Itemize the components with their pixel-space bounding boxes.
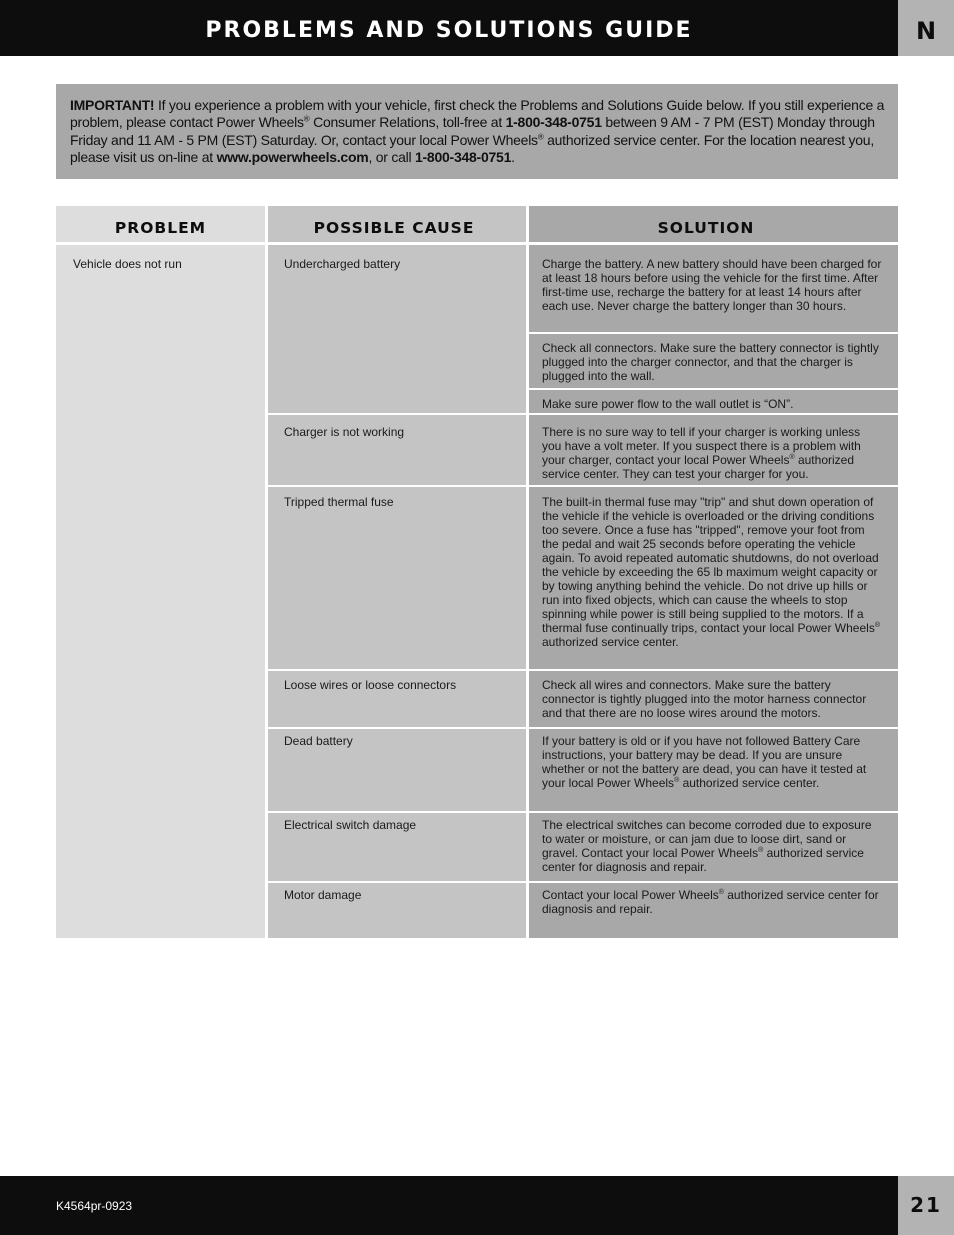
solution-text: Contact your local Power Wheels bbox=[542, 888, 719, 902]
solution-text: There is no sure way to tell if your charger is working unless you have a volt meter. If you suspect there is a problem with your charger, contact your local Power Wheels bbox=[542, 425, 861, 467]
solution-charge-battery: Charge the battery. A new battery should have been charged for at least 18 hours before using the vehicle for the first time. After first-time use, recharge the battery for at least 14 hours after each use. Never charge the battery longer than 30 hours. bbox=[542, 257, 882, 313]
footer-bar bbox=[0, 1176, 898, 1235]
notice-text-5: , or call bbox=[368, 148, 415, 165]
solution-switch-damage bbox=[542, 818, 882, 874]
solution-motor-damage bbox=[542, 888, 882, 916]
row-divider bbox=[268, 881, 898, 883]
language-tab: N bbox=[898, 0, 954, 56]
problem-text: Vehicle does not run bbox=[73, 257, 182, 271]
registered-mark: ® bbox=[674, 777, 680, 784]
important-notice bbox=[56, 84, 898, 179]
column-divider bbox=[265, 206, 268, 938]
solution-thermal-fuse bbox=[542, 495, 882, 649]
row-divider bbox=[268, 811, 898, 813]
header-problem: PROBLEM bbox=[114, 219, 207, 237]
header-possible-cause: POSSIBLE CAUSE bbox=[313, 219, 475, 237]
solution-text: The electrical switches can become corroded due to exposure to water or moisture, or can jam due to loose dirt, sand or gravel. Contact your local Power Wheels bbox=[542, 818, 872, 860]
solution-wall-outlet: Make sure power flow to the wall outlet is “ON”. bbox=[542, 397, 794, 411]
cause-undercharged-battery: Undercharged battery bbox=[284, 257, 401, 271]
cause-tripped-thermal-fuse: Tripped thermal fuse bbox=[284, 495, 394, 509]
registered-mark: ® bbox=[874, 622, 880, 629]
notice-text-4: authorized service center. For the location nearest you, please visit us on-line at bbox=[70, 131, 874, 165]
important-label: IMPORTANT! bbox=[70, 97, 155, 113]
row-divider bbox=[529, 332, 898, 334]
website-link: www.powerwheels.com bbox=[216, 148, 369, 165]
registered-mark: ® bbox=[789, 454, 795, 461]
cause-charger-not-working: Charger is not working bbox=[284, 425, 405, 439]
solution-check-wires: Check all wires and connectors. Make sure the battery connector is tightly plugged into the motor harness connector and that there are no loose wires around the motors. bbox=[542, 678, 867, 720]
row-divider bbox=[268, 669, 898, 671]
problem-column bbox=[56, 206, 265, 938]
cause-loose-wires: Loose wires or loose connectors bbox=[284, 678, 457, 692]
row-divider bbox=[268, 485, 898, 487]
row-divider bbox=[529, 388, 898, 390]
solution-charger-test bbox=[542, 425, 882, 481]
solution-text: If your battery is old or if you have not followed Battery Care instructions, your battery may be dead. If you are unsure whether or not the battery are dead, you can have it tested at your local Power Wheels bbox=[542, 734, 867, 790]
page-number: 21 bbox=[898, 1176, 954, 1235]
cause-motor-damage: Motor damage bbox=[284, 888, 362, 902]
header-divider bbox=[56, 242, 898, 245]
notice-text-6: . bbox=[511, 148, 515, 165]
notice-text-3: between 9 AM - 7 PM (EST) Monday through Friday and 11 AM - 5 PM (EST) Saturday. Or, contact your local Power Wheels bbox=[70, 114, 875, 148]
solution-text: authorized service center. They can test your charger for you. bbox=[542, 453, 854, 481]
cause-electrical-switch-damage: Electrical switch damage bbox=[284, 818, 417, 832]
document-code: K4564pr-0923 bbox=[56, 1199, 133, 1213]
solution-text: authorized service center. bbox=[542, 635, 679, 649]
registered-mark: ® bbox=[718, 889, 724, 896]
solution-text: authorized service center. bbox=[679, 776, 820, 790]
notice-text-2: Consumer Relations, toll-free at bbox=[309, 114, 506, 131]
row-divider bbox=[268, 727, 898, 729]
column-divider bbox=[526, 206, 529, 938]
solution-dead-battery bbox=[542, 734, 872, 790]
row-divider bbox=[268, 413, 898, 415]
solution-text: authorized service center for diagnosis and repair. bbox=[542, 846, 864, 874]
page-title: PROBLEMS AND SOLUTIONS GUIDE bbox=[205, 18, 693, 43]
registered-mark: ® bbox=[537, 131, 544, 141]
header-solution: SOLUTION bbox=[657, 219, 755, 237]
solution-text: authorized service center for diagnosis and repair. bbox=[542, 888, 879, 916]
registered-mark: ® bbox=[303, 114, 310, 124]
solution-check-connectors: Check all connectors. Make sure the battery connector is tightly plugged into the charger connector, and that the charger is plugged into the wall. bbox=[542, 341, 879, 383]
phone-number-2: 1-800-348-0751 bbox=[414, 148, 512, 165]
registered-mark: ® bbox=[758, 847, 764, 854]
solution-text: The built-in thermal fuse may "trip" and shut down operation of the vehicle if the vehicle is overloaded or the driving conditions too severe. Once a fuse has "tripped", remove your foot from the pedal and wait 25 seconds before operating the vehicle again. To avoid repeated automatic shutdowns, do not overload the vehicle by exceeding the 65 lb maximum weight capacity or by towing anything behind the vehicle. Do not drive up hills or run into fixed objects, which can cause the wheels to stop spinning while power is still being supplied to the motors. If a thermal fuse continually trips, contact your local Power Wheels bbox=[542, 495, 879, 635]
cause-dead-battery: Dead battery bbox=[284, 734, 353, 748]
phone-number: 1-800-348-0751 bbox=[505, 114, 602, 131]
notice-text-1: If you experience a problem with your vehicle, first check the Problems and Solutions Guide below. If you still experience a problem, please contact Power Wheels bbox=[70, 97, 885, 131]
